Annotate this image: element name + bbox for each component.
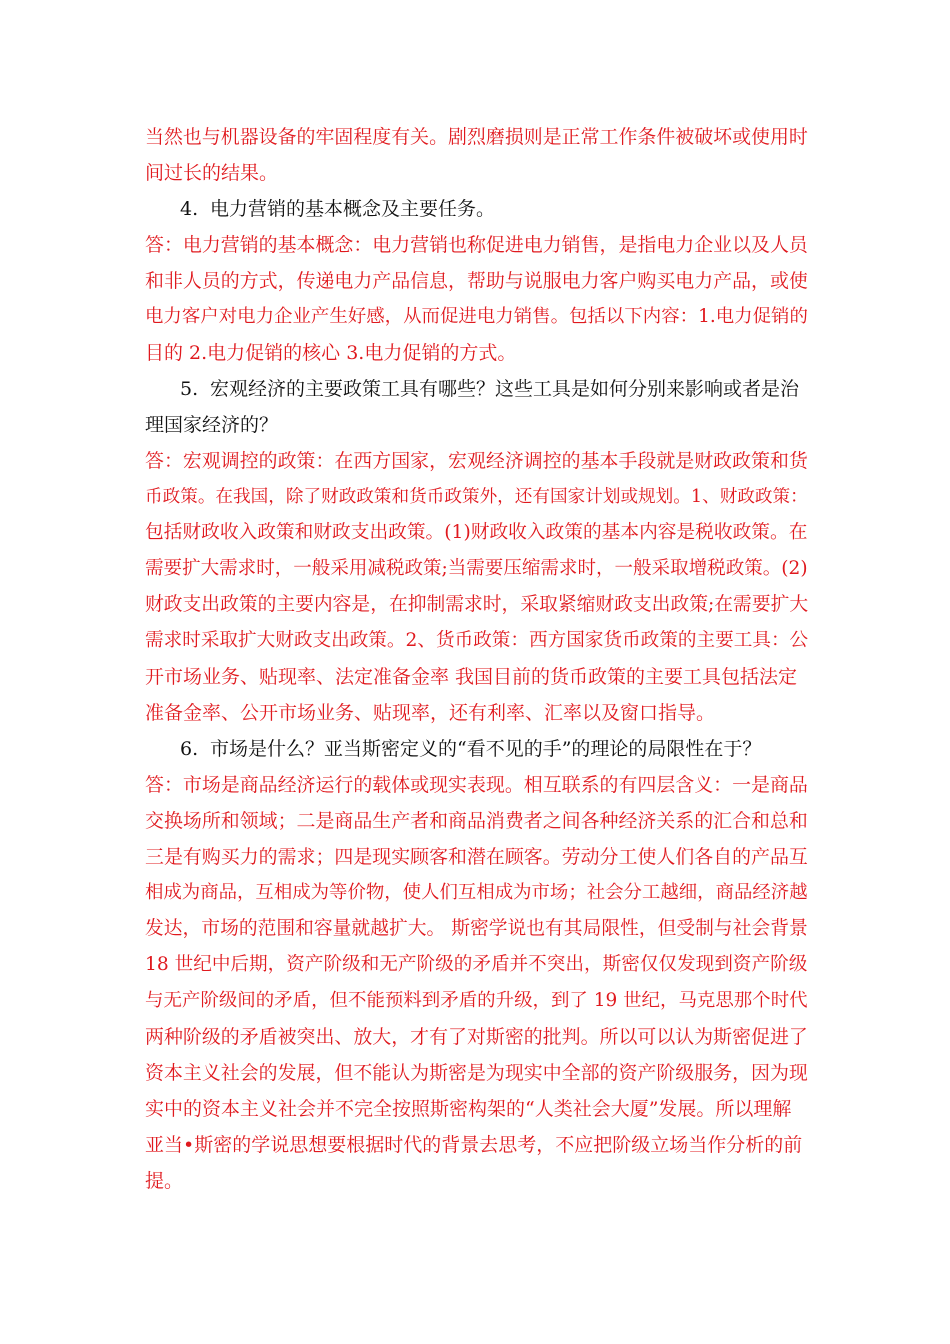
answer-line: 需要扩大需求时，一般采用减税政策;当需要压缩需求时，一般采取增税政策。(2) (145, 558, 808, 579)
question-text: 电力营销的基本概念及主要任务。 (210, 198, 496, 220)
answer-line: 交换场所和领域；二是商品生产者和商品消费者之间各种经济关系的汇合和总和 (145, 810, 808, 832)
answer-line: 开市场业务、贴现率、法定准备金率 我国目前的货币政策的主要工具包括法定 (145, 666, 798, 688)
answer-line: 包括财政收入政策和财政支出政策。(1)财政收入政策的基本内容是税收政策。在 (145, 522, 808, 543)
question-6 (180, 736, 761, 762)
answer-line: 需求时采取扩大财政支出政策。2、货币政策：西方国家货币政策的主要工具：公 (145, 630, 809, 651)
question-number: 4. (180, 198, 199, 220)
answer-line: 间过长的结果。 (145, 162, 279, 184)
answer-line: 亚当•斯密的学说思想要根据时代的背景去思考，不应把阶级立场当作分析的前 (145, 1134, 803, 1156)
answer-line: 答：电力营销的基本概念：电力营销也称促进电力销售，是指电力企业以及人员 (145, 234, 808, 256)
answer-line: 发达，市场的范围和容量就越扩大。 斯密学说也有其局限性，但受制与社会背景 (145, 918, 808, 939)
answer-line: 18 世纪中后期，资产阶级和无产阶级的矛盾并不突出，斯密仅仅发现到资产阶级 (145, 954, 808, 975)
question-text: 理国家经济的？ (145, 414, 279, 436)
answer-line: 币政策。在我国，除了财政政策和货币政策外，还有国家计划或规划。1、财政政策： (145, 487, 808, 507)
answer-line: 两种阶级的矛盾被突出、放大，才有了对斯密的批判。所以可以认为斯密促进了 (145, 1026, 808, 1048)
question-number: 6. (180, 738, 199, 760)
answer-line: 相成为商品，互相成为等价物，使人们互相成为市场；社会分工越细，商品经济越 (145, 882, 808, 903)
question-number: 5. (180, 378, 199, 400)
answer-line: 资本主义社会的发展，但不能认为斯密是为现实中全部的资产阶级服务，因为现 (145, 1062, 808, 1084)
answer-line: 财政支出政策的主要内容是，在抑制需求时，采取紧缩财政支出政策;在需要扩大 (145, 594, 809, 615)
question-text: 宏观经济的主要政策工具有哪些？这些工具是如何分别来影响或者是治 (210, 378, 800, 400)
answer-line: 答：市场是商品经济运行的载体或现实表现。相互联系的有四层含义：一是商品 (145, 774, 808, 796)
answer-line: 三是有购买力的需求；四是现实顾客和潜在顾客。劳动分工使人们各自的产品互 (145, 846, 808, 868)
answer-line: 当然也与机器设备的牢固程度有关。剧烈磨损则是正常工作条件被破坏或使用时 (145, 126, 808, 148)
answer-line: 目的 2.电力促销的核心 3.电力促销的方式。 (145, 342, 517, 364)
answer-line: 与无产阶级间的矛盾，但不能预料到矛盾的升级，到了 19 世纪，马克思那个时代 (145, 990, 808, 1011)
answer-line: 准备金率、公开市场业务、贴现率，还有利率、汇率以及窗口指导。 (145, 702, 716, 724)
question-5 (180, 376, 799, 402)
question-4 (180, 196, 495, 222)
answer-line: 电力客户对电力企业产生好感，从而促进电力销售。包括以下内容：1.电力促销的 (145, 306, 808, 327)
answer-line: 实中的资本主义社会并不完全按照斯密构架的“人类社会大厦”发展。所以理解 (145, 1098, 792, 1120)
answer-line: 提。 (145, 1170, 184, 1192)
answer-line: 答：宏观调控的政策：在西方国家，宏观经济调控的基本手段就是财政政策和货 (145, 450, 808, 472)
answer-line: 和非人员的方式，传递电力产品信息，帮助与说服电力客户购买电力产品，或使 (145, 270, 808, 292)
question-text: 市场是什么？亚当斯密定义的“看不见的手”的理论的局限性在于？ (210, 738, 762, 760)
